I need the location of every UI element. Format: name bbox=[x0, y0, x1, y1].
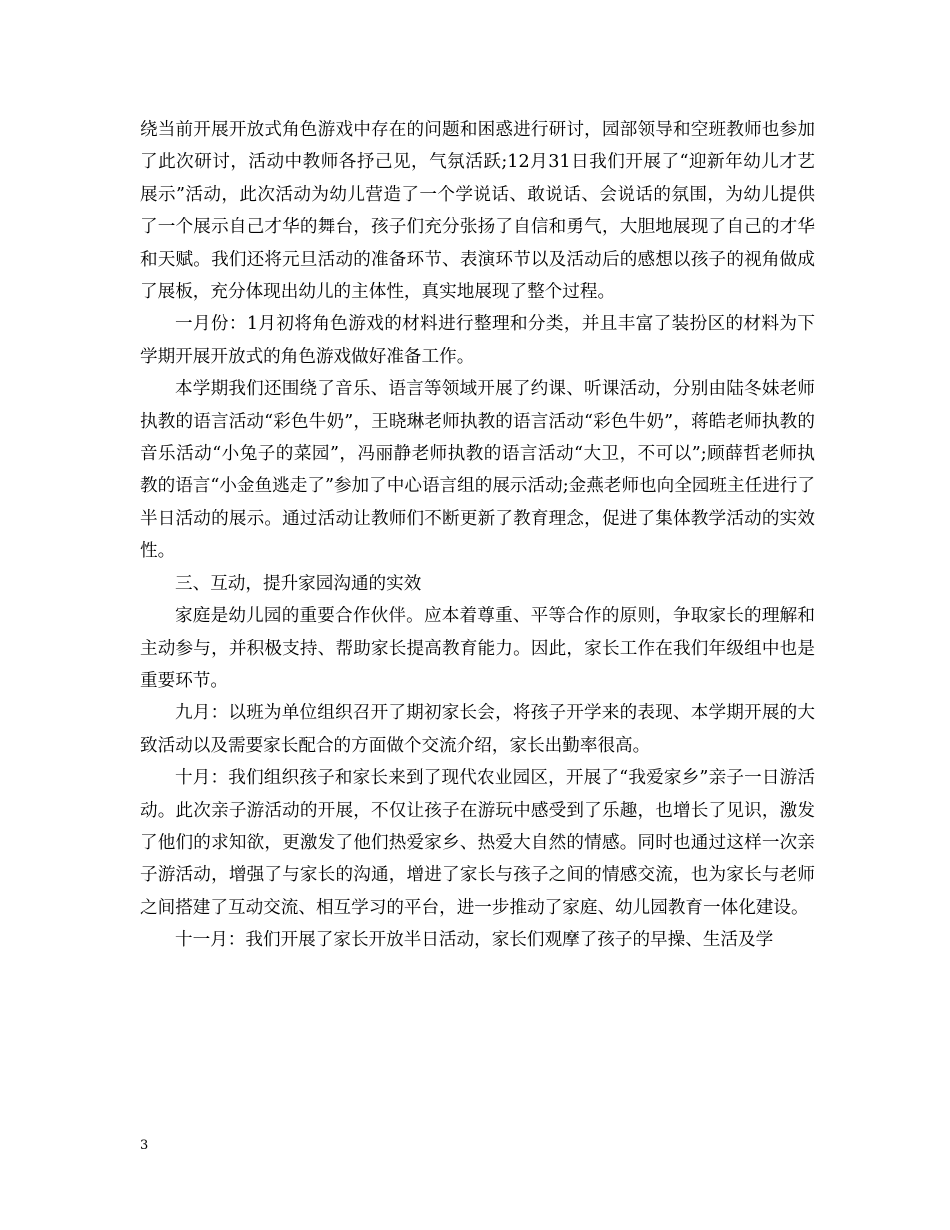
paragraph-7: 十一月：我们开展了家长开放半日活动，家长们观摩了孩子的早操、生活及学 bbox=[175, 930, 774, 951]
paragraph-5: 九月：以班为单位组织召开了期初家长会，将孩子开学来的表现、本学期开展的大致活动以及需要家长配合的方面做个交流介绍，家长出勤率很高。 bbox=[140, 703, 815, 756]
paragraph-4: 家庭是幼儿园的重要合作伙伴。应本着尊重、平等合作的原则，争取家长的理解和主动参与，并积极支持、帮助家长提高教育能力。因此，家长工作在我们年级组中也是重要环节。 bbox=[140, 606, 815, 691]
paragraph-6: 十月：我们组织孩子和家长来到了现代农业园区，开展了“我爱家乡”亲子一日游活动。此次亲子游活动的开展，不仅让孩子在游玩中感受到了乐趣，也增长了见识，激发了他们的求知欲，更激发了他们热爱家乡、热爱大自然的情感。同时也通过这样一次亲子游活动，增强了与家长的沟通，增进了家长与孩子之间的情感交流，也为家长与老师之间搭建了互动交流、相互学习的平台，进一步推动了家庭、幼儿园教育一体化建设。 bbox=[140, 768, 815, 918]
document-body bbox=[140, 114, 815, 957]
paragraph-3: 本学期我们还围绕了音乐、语言等领域开展了约课、听课活动，分别由陆冬妹老师执教的语言活动“彩色牛奶”，王晓琳老师执教的语言活动“彩色牛奶”，蒋皓老师执教的音乐活动“小兔子的菜园”，冯丽静老师执教的语言活动“大卫，不可以”;顾薛哲老师执教的语言“小金鱼逃走了”参加了中心语言组的展示活动;金燕老师也向全园班主任进行了半日活动的展示。通过活动让教师们不断更新了教育理念，促进了集体教学活动的实效性。 bbox=[140, 379, 815, 562]
section-heading: 三、互动，提升家园沟通的实效 bbox=[175, 573, 422, 594]
paragraph-1: 绕当前开展开放式角色游戏中存在的问题和困惑进行研讨，园部领导和空班教师也参加了此次研讨，活动中教师各抒己见，气氛活跃;12月31日我们开展了“迎新年幼儿才艺展示”活动，此次活动为幼儿营造了一个学说话、敢说话、会说话的氛围，为幼儿提供了一个展示自己才华的舞台，孩子们充分张扬了自信和勇气，大胆地展现了自己的才华和天赋。我们还将元旦活动的准备环节、表演环节以及活动后的感想以孩子的视角做成了展板，充分体现出幼儿的主体性，真实地展现了整个过程。 bbox=[140, 120, 815, 303]
paragraph-2: 一月份：1月初将角色游戏的材料进行整理和分类，并且丰富了装扮区的材料为下学期开展开放式的角色游戏做好准备工作。 bbox=[140, 314, 815, 367]
page-number: 3 bbox=[140, 1138, 149, 1153]
